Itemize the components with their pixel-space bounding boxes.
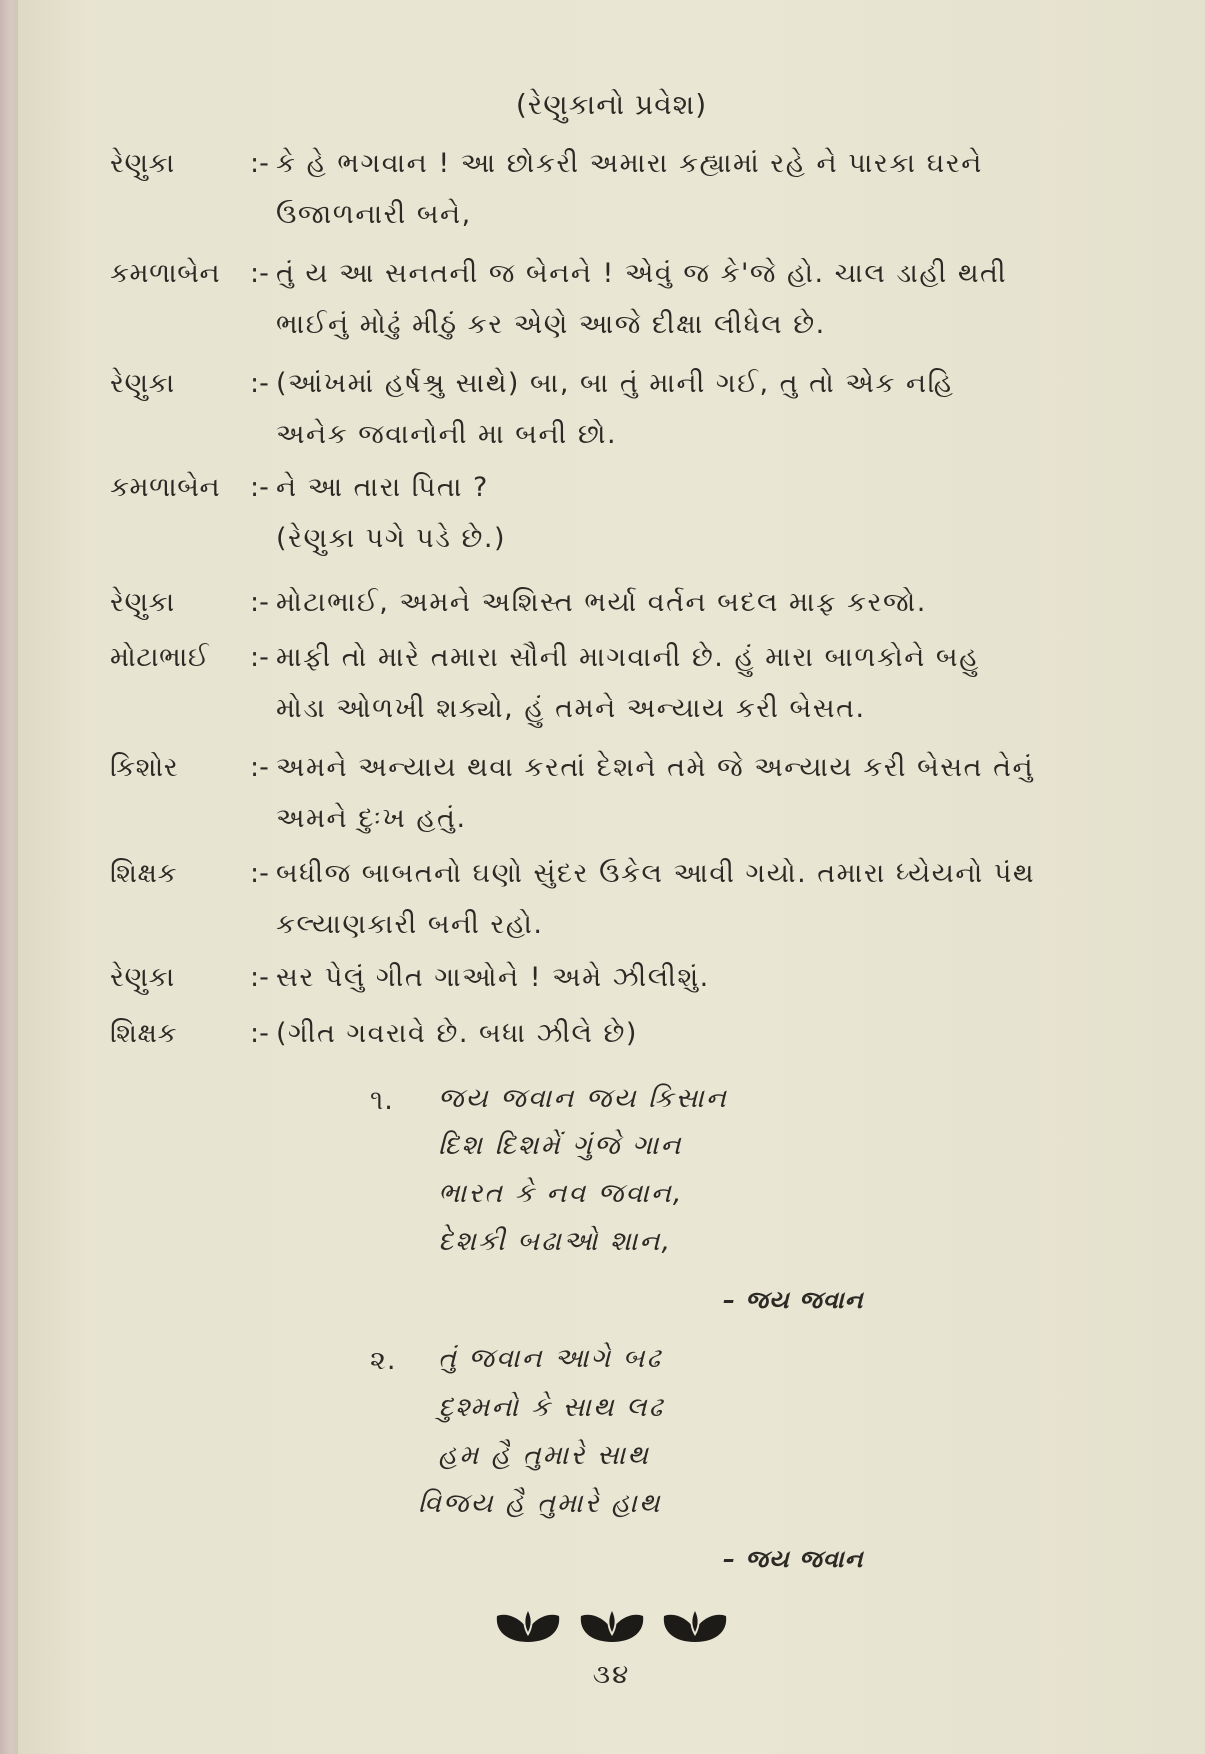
speech-line: સર પેલું ગીત ગાઓને ! અમે ઝીલીશું. (276, 962, 710, 993)
book-spine-edge (0, 0, 18, 1754)
speaker-separator: :- (250, 258, 269, 289)
song-line: તું જવાન આગે બઢ (438, 1343, 662, 1374)
speech-text (276, 248, 1126, 350)
speech-line: કલ્યાણકારી બની રહો. (276, 909, 544, 940)
speaker-name: શિક્ષક (110, 858, 178, 889)
speech-text (276, 358, 1126, 460)
song-line: દિશ દિશમેં ગુંજે ગાન (438, 1130, 683, 1161)
speaker-name: રેણુકા (110, 962, 175, 993)
speaker-separator: :- (250, 472, 269, 503)
scene-heading: (રેણુકાનો પ્રવેશ) (515, 88, 708, 121)
speech-line: ને આ તારા પિતા ? (276, 472, 489, 503)
speaker-separator: :- (250, 858, 269, 889)
song-line: દેશકી બઢાઓ શાન, (438, 1226, 673, 1257)
song-line: વિજય હૈ તુમારે હાથ (418, 1488, 662, 1519)
speaker-separator: :- (250, 1018, 269, 1049)
speaker-name: કિશોર (110, 752, 179, 783)
speaker-name: રેણુકા (110, 587, 175, 618)
speech-line: મોડા ઓળખી શક્યો, હું તમને અન્યાય કરી બેસત. (276, 693, 866, 724)
speech-text (276, 952, 1126, 1003)
speech-text (276, 462, 1126, 564)
stage-direction: (ગીત ગવરાવે છે. બધા ઝીલે છે) (276, 1018, 638, 1049)
speaker-name: રેણુકા (110, 368, 175, 399)
speaker-separator: :- (250, 148, 269, 179)
speech-line: ભાઈનું મોઢું મીઠું કર એણે આજે દીક્ષા લીધેલ છે. (276, 309, 826, 340)
song-line: જય જવાન જય કિસાન (438, 1083, 728, 1114)
lotus-ornament-icon (493, 1602, 563, 1646)
speech-line: અમને દુઃખ હતું. (276, 803, 467, 834)
decorative-ornaments (18, 1602, 1205, 1650)
speech-text (276, 848, 1126, 950)
speech-line: (આંખમાં હર્ષશ્રુ સાથે) બા, બા તું માની ગઈ, તુ તો એક નહિ (276, 368, 955, 399)
lotus-ornament-icon (577, 1602, 647, 1646)
speech-text (276, 138, 1126, 240)
lotus-ornament-icon (660, 1602, 730, 1646)
speech-text (276, 1008, 1126, 1059)
speaker-separator: :- (250, 587, 269, 618)
song-line: દુશ્મનો કે સાથ લઢ (438, 1392, 665, 1423)
speech-line: અમને અન્યાય થવા કરતાં દેશને તમે જે અન્યાય કરી બેસત તેનું (276, 752, 1035, 783)
speaker-separator: :- (250, 642, 269, 673)
verse-number: ૨. (370, 1345, 397, 1376)
song-refrain: – જય જવાન (723, 1286, 864, 1314)
speaker-name: કમળાબેન (110, 258, 221, 289)
speech-line: તું ય આ સનતની જ બેનને ! એવું જ કે'જે હો. ચાલ ડાહી થતી (276, 258, 1008, 289)
speaker-separator: :- (250, 368, 269, 399)
stage-direction: (રેણુકા પગે પડે છે.) (276, 523, 507, 554)
page-number: ૩૪ (592, 1660, 631, 1690)
speech-line: બધીજ બાબતનો ઘણો સુંદર ઉકેલ આવી ગયો. તમારા ધ્યેયનો પંથ (276, 858, 1036, 889)
speech-text (276, 632, 1126, 734)
book-page (18, 0, 1205, 1754)
song-refrain: – જય જવાન (723, 1545, 864, 1573)
speech-line: મોટાભાઈ, અમને અશિસ્ત ભર્યા વર્તન બદલ માફ કરજો. (276, 587, 927, 618)
speaker-separator: :- (250, 752, 269, 783)
song-line: ભારત કે નવ જવાન, (438, 1178, 684, 1209)
speech-line: ઉજાળનારી બને, (276, 199, 472, 230)
speaker-name: મોટાભાઈ (110, 642, 210, 673)
speaker-name: રેણુકા (110, 148, 175, 179)
song-line: હમ હૈ તુમારે સાથ (438, 1440, 650, 1471)
speech-text (276, 577, 1126, 628)
speech-line: માફી તો મારે તમારા સૌની માગવાની છે. હું મારા બાળકોને બહુ (276, 642, 980, 673)
speaker-name: કમળાબેન (110, 472, 221, 503)
speech-text (276, 742, 1126, 844)
speech-line: કે હે ભગવાન ! આ છોકરી અમારા કહ્યામાં રહે ને પારકા ઘરને (276, 148, 983, 179)
speaker-name: શિક્ષક (110, 1018, 178, 1049)
speaker-separator: :- (250, 962, 269, 993)
speech-line: અનેક જવાનોની મા બની છો. (276, 419, 618, 450)
verse-number: ૧. (370, 1085, 394, 1116)
